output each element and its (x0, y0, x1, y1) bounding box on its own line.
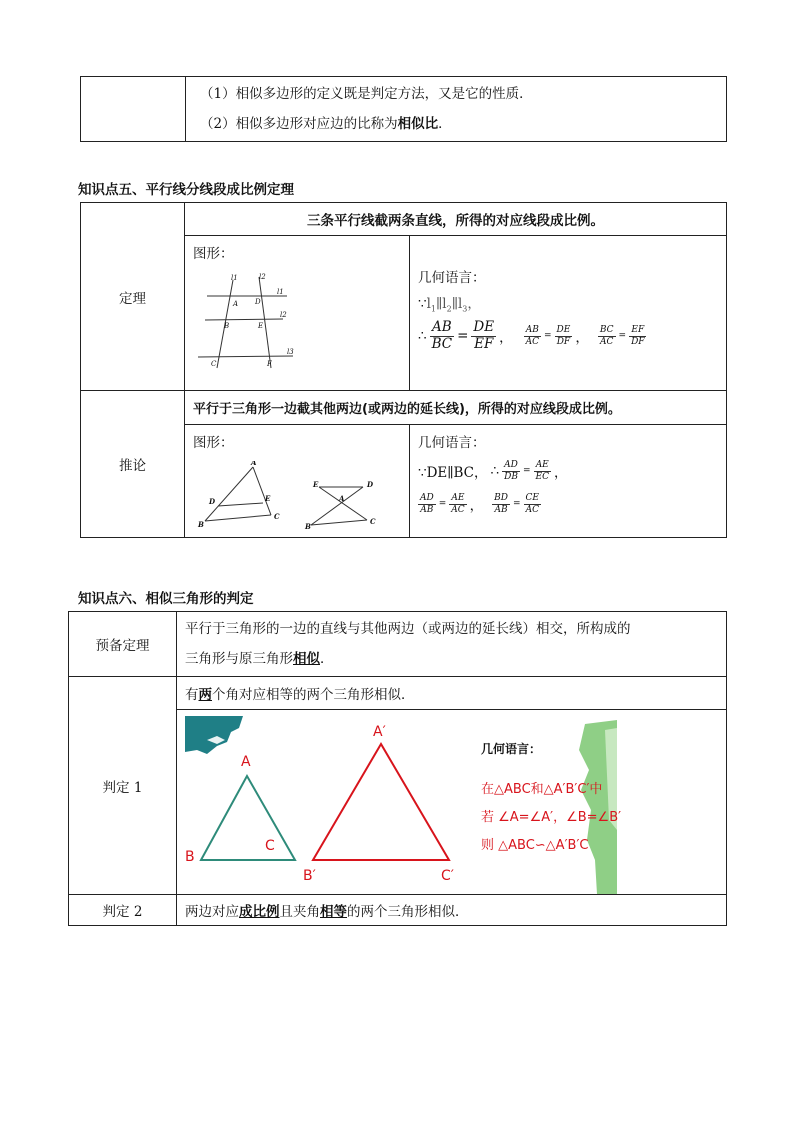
prep-theorem-content: 平行于三角形的一边的直线与其他两边（或两边的延长线）相交，所构成的 三角形与原三角形相似． (177, 612, 727, 677)
similar-term: 相似 (293, 651, 320, 667)
fig-label-ll1: l1 (231, 274, 238, 282)
top-table (80, 76, 727, 142)
svg-text:A: A (339, 494, 345, 503)
judge1-label: 判定 1 (69, 677, 177, 895)
fraction-de-df: $\frac{DE}{DF}$ (556, 325, 571, 347)
svg-text:D: D (367, 480, 374, 489)
label-B-prime: B′ (303, 868, 316, 884)
corollary-statement: 平行于三角形一边截其他两边(或两边的延长线)，所得的对应线段成比例。 (185, 391, 727, 425)
equal-term: 相等 (320, 904, 347, 920)
section5-table (80, 202, 727, 538)
judge1-figure (177, 710, 725, 894)
judge1-geo-label: 几何语言： (481, 742, 542, 756)
fig-label-B: B (224, 322, 230, 330)
fig-label-l2: l2 (280, 311, 287, 319)
fig-label-A: A (233, 300, 239, 308)
label-A-prime: A′ (373, 724, 386, 740)
corollary-label: 推论 (81, 391, 185, 538)
corollary-geo-cell (410, 425, 727, 538)
theorem-statement: 三条平行线截两条直线，所得的对应线段成比例。 (185, 203, 727, 236)
theorem-figure-cell (185, 236, 410, 391)
judge1-geo-line3: 则 △ABC∽△A′B′C (481, 838, 589, 853)
fig-label-D: D (255, 298, 261, 306)
fig-label-l1: l1 (277, 288, 284, 296)
top-table-empty-cell (81, 77, 186, 142)
fraction-de-ef: $\frac{DE}{EF}$ (473, 319, 495, 352)
label-A: A (241, 754, 251, 770)
judge1-statement: 有两个角对应相等的两个三角形相似． (177, 677, 727, 710)
svg-text:B: B (305, 522, 311, 531)
fraction-ad-db: $\frac{AD}{DB}$ (504, 460, 518, 482)
fraction-ef-df: $\frac{EF}{DF}$ (631, 325, 645, 347)
svg-text:E: E (313, 480, 319, 489)
corollary-geo-label: 几何语言： (418, 435, 486, 451)
section6-table (68, 611, 727, 926)
fraction-ae-ec: $\frac{AE}{EC}$ (535, 460, 549, 482)
svg-text:A: A (251, 461, 257, 467)
corollary-figure-1 (195, 461, 295, 531)
corollary-conclusion-1: ∵DE∥BC， ∴ $\frac{AD}{DB}$ = $\frac{AE}{EC}$ ， (418, 460, 568, 482)
fraction-ad-ab: $\frac{AD}{AB}$ (420, 493, 434, 515)
triangle-abc (201, 776, 295, 860)
parallel-lines-figure (195, 272, 305, 372)
svg-text:E: E (265, 494, 271, 503)
theorem-geo-cell (410, 236, 727, 391)
svg-text:B: B (198, 520, 204, 529)
fraction-bd-ab: $\frac{BD}{AB}$ (494, 493, 508, 515)
similar-polygon-note-1: （1）相似多边形的定义既是判定方法，又是它的性质． (200, 86, 533, 102)
theorem-given: $\because l_1\parallel l_2\parallel l_3$， (418, 296, 481, 314)
judge1-geo-line2: 若 ∠A=∠A′，∠B=∠B′ (481, 810, 622, 825)
corollary-figure-label: 图形： (193, 435, 234, 451)
fraction-ce-ac: $\frac{CE}{AC}$ (525, 493, 540, 515)
svg-text:C: C (370, 517, 376, 526)
corollary-figure-cell (185, 425, 410, 538)
fig-label-E: E (258, 322, 264, 330)
parallel-line-2 (205, 319, 283, 320)
fig-label-l3: l3 (287, 348, 294, 356)
similarity-ratio-term: 相似比 (397, 116, 439, 132)
corollary-conclusion-2: $\frac{AD}{AB}$ = $\frac{AE}{AC}$ ， $\frac{BD}{AB}$ = $\frac{CE}{AC}$ (420, 493, 540, 515)
corollary-figure-2 (303, 475, 403, 535)
section5-title: 知识点五、平行线分线段成比例定理 (78, 182, 294, 198)
section6-title: 知识点六、相似三角形的判定 (78, 591, 254, 607)
top-table-content (186, 77, 727, 142)
theorem-geo-label: 几何语言： (418, 270, 486, 286)
fraction-ae-ac: $\frac{AE}{AC}$ (451, 493, 465, 515)
triangle-a-prime (313, 744, 449, 860)
fig-label-ll2: l2 (259, 273, 266, 281)
fraction-ab-ac: $\frac{AB}{AC}$ (525, 325, 539, 347)
label-B: B (185, 849, 195, 865)
fraction-ab-bc: $\frac{AB}{BC}$ (431, 319, 453, 352)
proportional-term: 成比例 (239, 904, 280, 920)
judge2-statement: 两边对应成比例且夹角相等的两个三角形相似． (177, 895, 727, 926)
theorem-conclusion: ∴ $\frac{AB}{BC}$ = $\frac{DE}{EF}$ ， $\frac{AB}{AC}$ = $\frac{DE}{DF}$ ， $\frac{BC}{AC}$ = $\frac{EF}{DF}$ (418, 319, 645, 352)
judge1-figure-cell (177, 710, 727, 895)
fig-label-C: C (211, 360, 217, 368)
label-C: C (265, 838, 275, 854)
fig-label-F: F (267, 360, 272, 368)
judge2-label: 判定 2 (69, 895, 177, 926)
similar-polygon-note-2: （2）相似多边形对应边的比称为相似比． (200, 116, 452, 132)
map-fragment-left (185, 716, 243, 754)
svg-text:D: D (209, 497, 216, 506)
label-C-prime: C′ (441, 868, 454, 884)
judge1-geo-line1: 在△ABC和△A′B′C′中 (481, 782, 603, 797)
theorem-label: 定理 (81, 203, 185, 391)
svg-text:C: C (274, 512, 280, 521)
fraction-bc-ac: $\frac{BC}{AC}$ (599, 325, 614, 347)
parallel-line-3 (198, 356, 293, 357)
theorem-figure-label: 图形： (193, 246, 234, 262)
prep-theorem-label: 预备定理 (69, 612, 177, 677)
two-term: 两 (198, 687, 212, 703)
